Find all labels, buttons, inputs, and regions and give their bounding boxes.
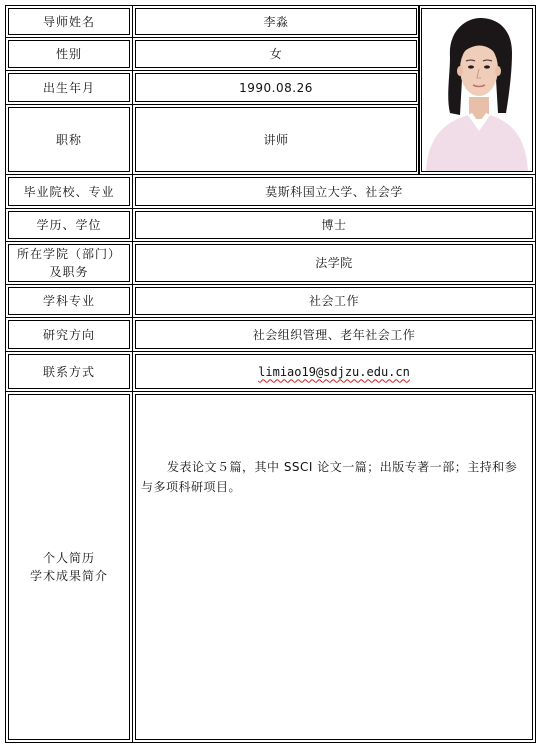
label-birth: 出生年月 — [8, 73, 130, 102]
value-discipline: 社会工作 — [135, 287, 533, 315]
label-discipline: 学科专业 — [8, 287, 130, 315]
value-profile — [135, 394, 533, 740]
value-contact — [135, 354, 533, 389]
label-title: 职称 — [8, 107, 130, 172]
profile-description: 发表论文５篇，其中 SSCI 论文一篇；出版专著一部；主持和参与多项科研项目。 — [141, 460, 518, 494]
label-gender: 性别 — [8, 40, 130, 68]
label-college-line1: 所在学院（部门） — [16, 247, 121, 261]
value-birth: 1990.08.26 — [135, 73, 417, 102]
label-name: 导师姓名 — [8, 8, 130, 35]
portrait-photo — [421, 8, 533, 172]
label-degree: 学历、学位 — [8, 211, 130, 239]
value-degree: 博士 — [135, 211, 533, 239]
label-contact: 联系方式 — [8, 354, 130, 389]
label-profile-line1: 个人简历 — [42, 551, 95, 565]
value-gender: 女 — [135, 40, 417, 68]
value-school: 莫斯科国立大学、社会学 — [135, 177, 533, 206]
contact-email-text: limiao19@sdjzu.edu.cn — [258, 364, 410, 379]
label-college-line2: 及职务 — [49, 265, 89, 279]
label-research: 研究方向 — [8, 320, 130, 349]
value-research: 社会组织管理、老年社会工作 — [135, 320, 533, 349]
label-school: 毕业院校、专业 — [8, 177, 130, 206]
label-college — [8, 244, 130, 282]
label-profile-line2: 学术成果简介 — [29, 569, 108, 583]
label-profile — [8, 394, 130, 740]
portrait-photo-icon — [422, 9, 532, 171]
value-college: 法学院 — [135, 244, 533, 282]
value-name: 李淼 — [135, 8, 417, 35]
value-title: 讲师 — [135, 107, 417, 172]
